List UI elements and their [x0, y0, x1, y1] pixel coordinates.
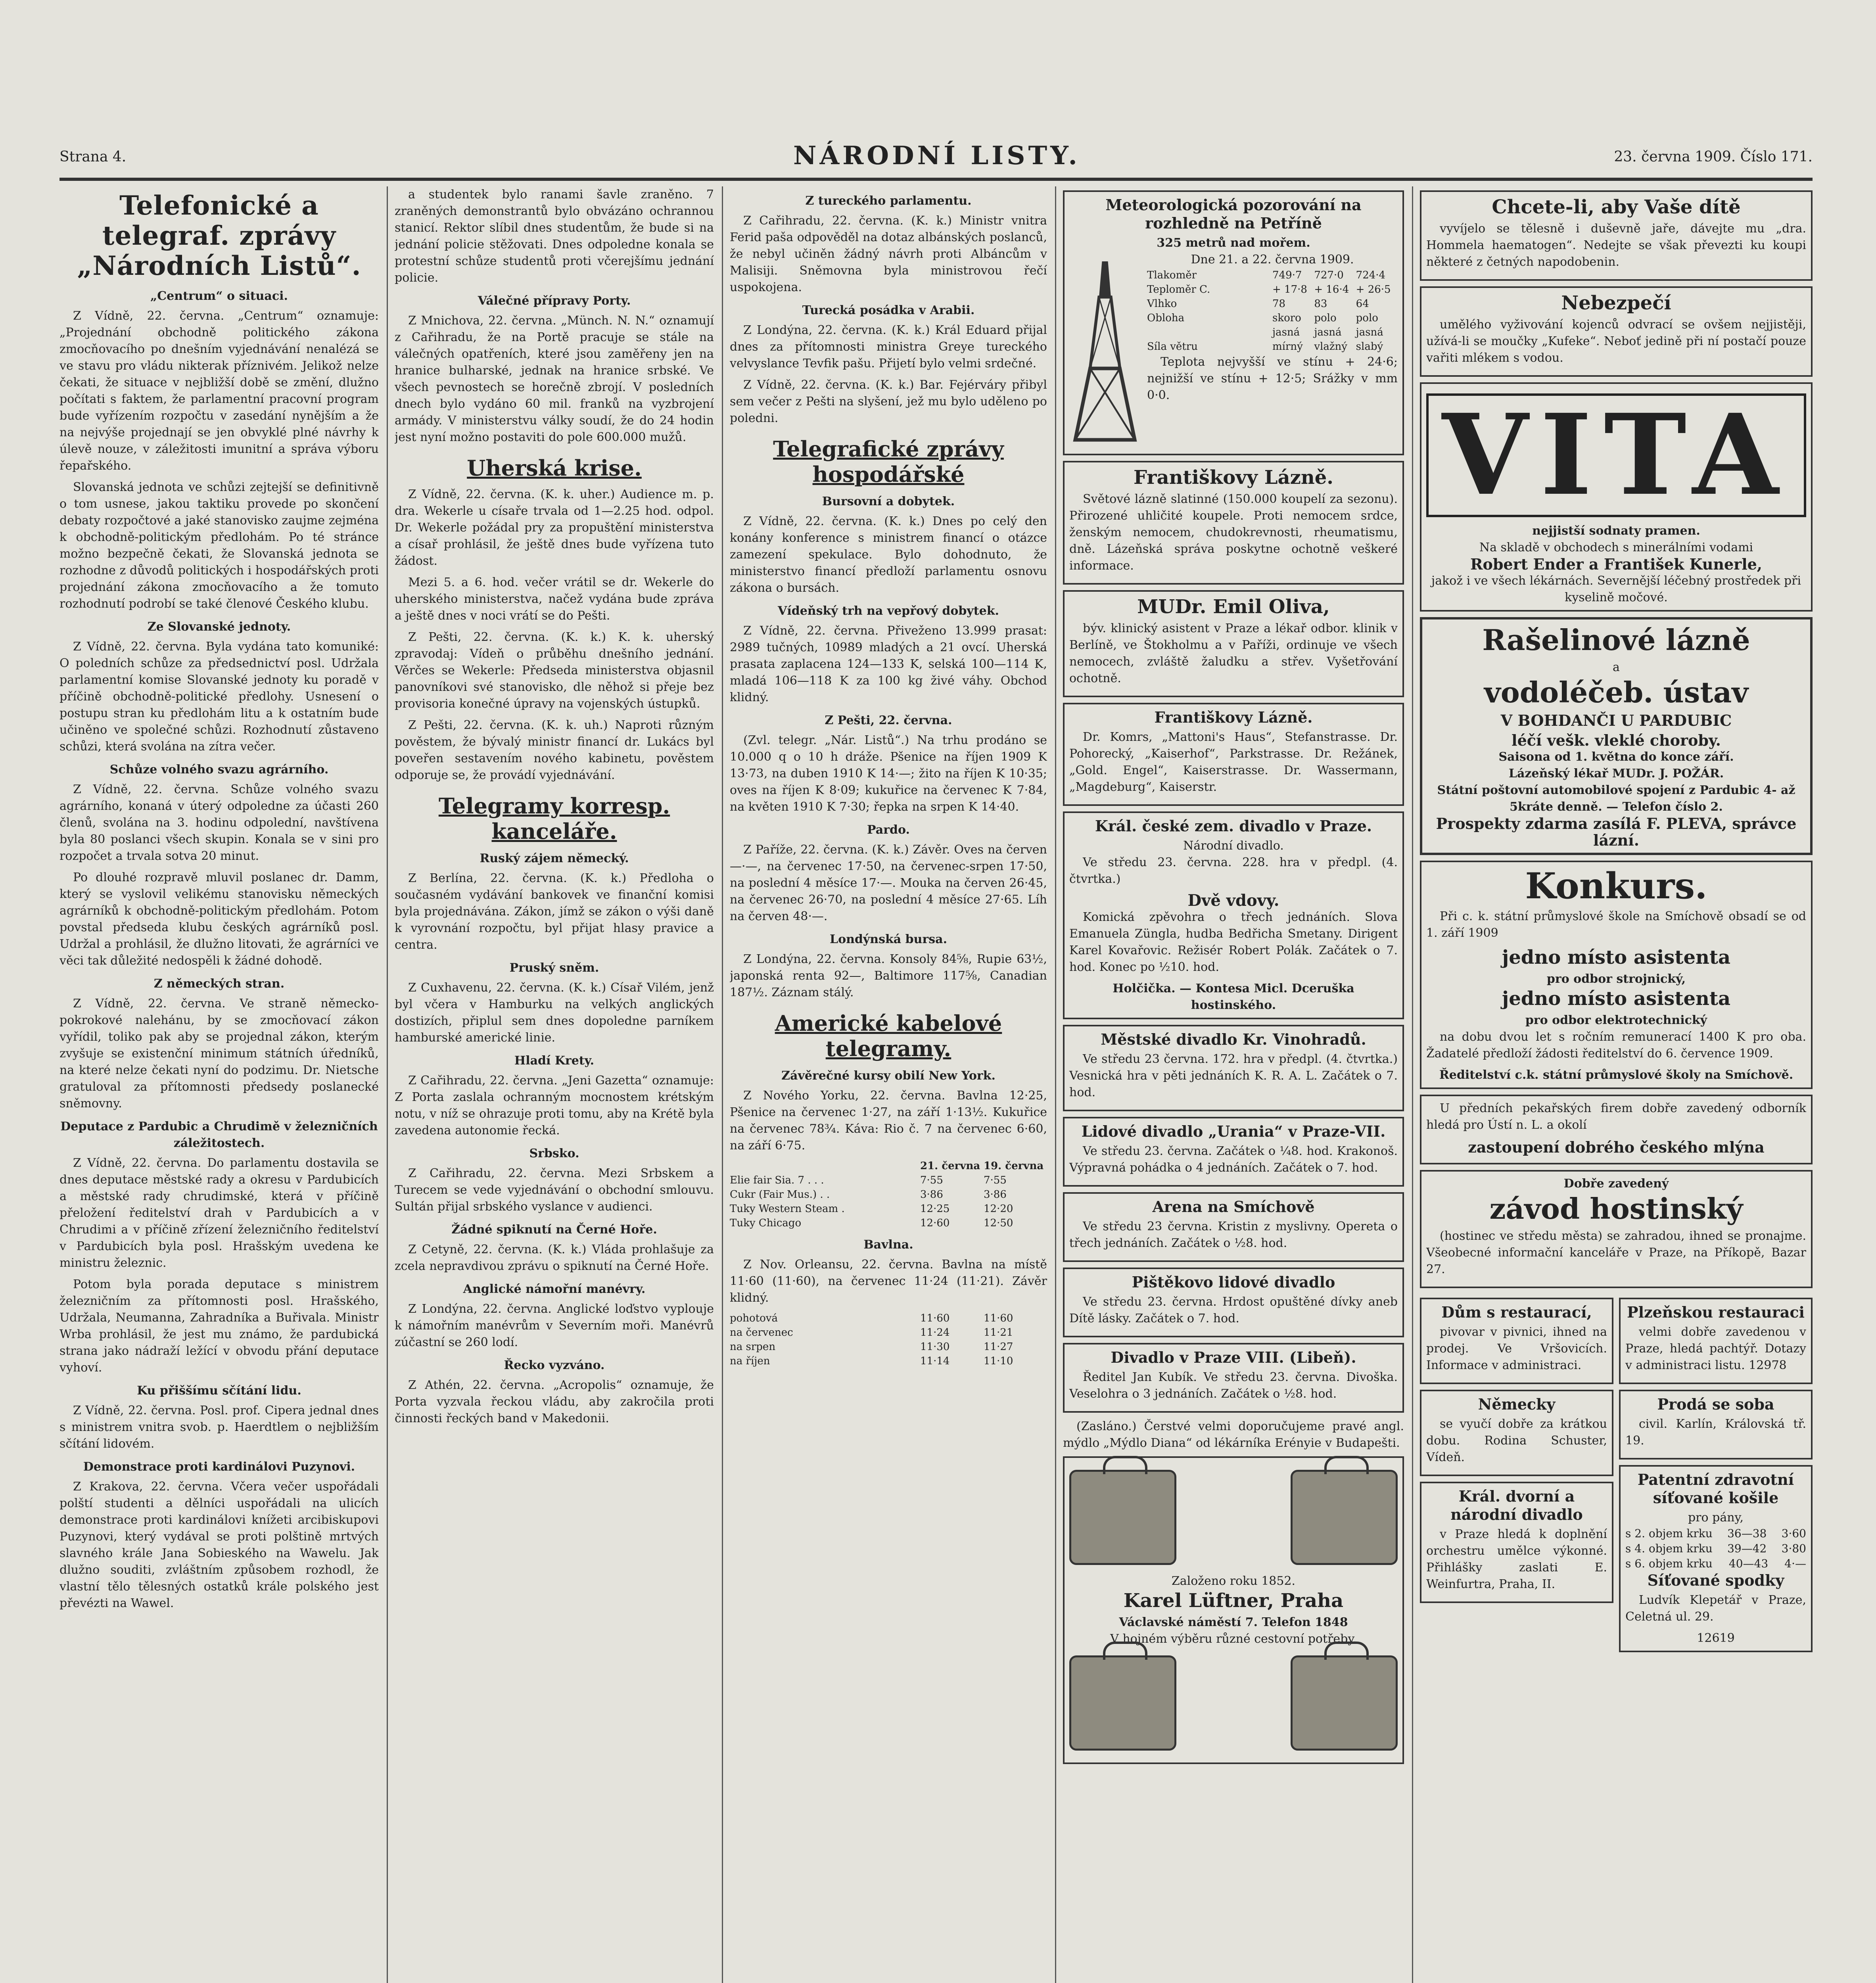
weather-notes: Teplota nejvyšší ve stínu + 24·6; nejnižší ve stínu + 12·5; Srážky v mm 0·0.	[1147, 355, 1398, 402]
ad-vita	[1420, 382, 1813, 612]
theatre-listing	[1063, 1268, 1404, 1337]
ad-title: Františkovy Lázně.	[1154, 708, 1313, 726]
article-title: Řecko vyzváno.	[504, 1358, 605, 1372]
section-heading: Uherská krise.	[467, 455, 642, 481]
ad-title: Konkurs.	[1525, 865, 1707, 907]
ad-title: Karel Lüftner, Praha	[1123, 1590, 1344, 1612]
zaslano-notice: (Zasláno.) Čerstvé velmi doporučujeme pravé angl. mýdlo „Mýdlo Diana“ od lékárníka Erényie v Budapešti.	[1063, 1419, 1404, 1450]
article-paragraph: Z Vídně, 22. června. Přiveženo 13.999 prasat: 2989 tučných, 10989 mladých a 21 ovcí. Uherská prasata zaplacena 124—133 K, selská 100—114 K, mladá 106—118 K za 100 kg živé váhy. Obchod klidný.	[730, 624, 1047, 704]
ad-season: Saisona od 1. května do konce září.	[1498, 750, 1734, 764]
column-5	[1420, 186, 1813, 1983]
theatre-listing	[1063, 1192, 1404, 1262]
weather-row: Síla větru mírný vlažný slabý	[1147, 341, 1383, 353]
ad-seller: Robert Ender a František Kunerle,	[1470, 555, 1763, 573]
ad-title: Král. dvorní a národní divadlo	[1450, 1487, 1583, 1523]
theatre-title: Král. české zem. divadlo v Praze.	[1095, 817, 1372, 835]
table-cell: 11·60	[984, 1312, 1013, 1324]
ad-text: U předních pekařských firem dobře zavedený odborník hledá pro Ústí n. L. a okolí	[1426, 1101, 1806, 1132]
article-paragraph: Z Vídně, 22. června. „Centrum“ oznamuje: „Projednání obchodně politického zákona zmocňovacího po dnešním vyjednávání nenalézá se ve stavu pro vládu nikterak příznivém. Jelikož nelze čekati, že situace v nejbližší době se změní, dlužno počítati s faktem, že parlamentní pracovní program bude vyřízením rozpočtu v zasedání nynějším a že na nejvýše projednají se jen obvyklé plné návrhy k úlevě nouze, v záležitosti imunitní a správa výboru řepařského.	[59, 309, 379, 473]
section-heading: Telegrafické zprávy hospodářské	[773, 436, 1004, 487]
table-header	[730, 1159, 1047, 1173]
ad-luftner	[1063, 1456, 1404, 1764]
article-title: Srbsko.	[529, 1147, 579, 1160]
ad-prospects: Prospekty zdarma zasílá F. PLEVA, správce lázní.	[1436, 815, 1797, 849]
article-title: Pardo.	[867, 823, 910, 837]
ad-konkurs	[1420, 861, 1813, 1089]
ad-plzen	[1619, 1298, 1813, 1384]
ad-text: Dr. Komrs, „Mattoni's Haus“, Stefanstrasse. Dr. Pohorecký, „Kaiserhof“, Parkstrasse. Dr. Režánek, „Gold. Engel“, Kaiserstrasse. Dr. Wassermann, „Magdeburg“, Kaiserstr.	[1069, 730, 1398, 794]
article-paragraph: Z Londýna, 22. června. Konsoly 84⅝, Rupie 63½, japonská renta 92—, Baltimore 117⅝, Canadian 187½. Záznam stálý.	[730, 952, 1047, 999]
article-paragraph: Z Vídně, 22. června. Byla vydána tato komuniké: O poledních schůze za předsednictví posl. Udržala parlamentní komise Slovanské jednoty ku poradě v příčině obchodně-politické předlohy. Usnesení o postupu stran ku předlohám litu a k ostatním bude učiněno ve společné schůzi. Rozhodnutí zůstaveno schůzi, která svolána na zítra večer.	[59, 640, 379, 754]
theatre-subtitle: Národní divadlo.	[1183, 839, 1284, 853]
theatre-detail: Komická zpěvohra o třech jednáních. Slova Emanuela Züngla, hudba Bedřicha Smetany. Dirigent Karel Kovařovic. Režisér Robert Polák. Začátek o 7. hod. Konec po ½10. hod.	[1069, 910, 1398, 974]
article-title: Ruský zájem německý.	[480, 852, 629, 865]
suitcase-icon	[1291, 1655, 1398, 1751]
article-paragraph: Slovanská jednota ve schůzi zejtejší se definitivně o tom usnese, jakou taktiku provede po skončení debaty rozpočtové a jaké stanovisko zaujme zejména k obchodně-politickým předlohám. Po té stránce možno bezpečně čekati, že Slovanská jednota se rozhodne z důvodů politických i hospodářských proti projednání zákona zmocňovacího a že tomuto rozhodnutí podrobí se také členové Českého klubu.	[59, 480, 379, 611]
price-row: s 6. objem krku 40—43 4·—	[1625, 1557, 1806, 1570]
ad-title: Plzeňskou restauraci	[1627, 1303, 1805, 1321]
table-row	[730, 1340, 1047, 1354]
table-cell: Cukr (Fair Mus.) . .	[730, 1189, 830, 1201]
article-title: Deputace z Pardubic a Chrudimě v železničních záležitostech.	[60, 1120, 378, 1150]
article-paragraph: Z Mnichova, 22. června. „Münch. N. N.“ oznamují z Cařihradu, že na Portě pracuje se stále na válečných opatřeních, které jsou zaměřeny jen na hranice bulharské, jednak na hranice srbské. Ve všech pevnostech se horečně zbrojí. V posledních dnech bylo vydáno 60 mil. franků na vyzbrojení armády. V ministerstvu války soudí, že do 24 hodin jest nyní možno postaviti do pole 600.000 mužů.	[395, 314, 714, 444]
column-rule	[1055, 186, 1056, 1983]
article-paragraph: Z Cetyně, 22. června. (K. k.) Vláda prohlašuje za zcela nepravdivou zprávu o spiknutí na Černé Hoře.	[395, 1243, 714, 1273]
ad-mudr-oliva	[1063, 590, 1404, 697]
theatre-title: Arena na Smíchově	[1152, 1198, 1315, 1216]
table-cell: 3·86	[920, 1189, 943, 1201]
weather-row: Obloha skoro jasná polo jasná polo jasná	[1147, 312, 1383, 338]
article-title: „Centrum“ o situaci.	[150, 289, 288, 303]
column-3	[730, 186, 1047, 1983]
ad-title: Německy	[1478, 1395, 1556, 1413]
table-cell: 11·27	[984, 1341, 1013, 1353]
table-row	[730, 1173, 1047, 1187]
article-paragraph: Z Vídně, 22. června. Schůze volného svazu agrárního, konaná v úterý odpoledne za účasti 260 členů, svolána na 3. hodinu odpolední, navštívena byla 80 poslanci všech skupin. Konala se v sini pro rozpočet a trvala sotva 20 minut.	[59, 782, 379, 863]
table-row	[730, 1216, 1047, 1230]
theatre-title: Pištěkovo lidové divadlo	[1132, 1273, 1335, 1291]
petrin-tower-icon	[1069, 251, 1141, 450]
table-cell: na srpen	[730, 1341, 776, 1353]
ad-text: vyvíjelo se tělesně i duševně jaře, dávejte mu „dra. Hommela haematogen“. Nedejte se však převezti ku koupi některé z četných napodobenin.	[1426, 222, 1806, 269]
theatre-title: Lidové divadlo „Urania“ v Praze-VII.	[1081, 1122, 1386, 1140]
article-paragraph: Z Krakova, 22. června. Včera večer uspořádali polští studenti a dělníci uspořádali na ulicích demonstrace proti kardinálovi knížeti arcibiskupovi Puzynovi, který vydával se proti polštině mrtvých slavného krále Jana Sobieského na Wawelu. Jak dlužno souditi, zvláštním způsobem rozhodl, že vlastní tělo tělesných ostatků krále polského jest převézti na Wawel.	[59, 1480, 379, 1610]
table-cell: Tuky Western Steam .	[730, 1203, 845, 1215]
ad-kosile	[1619, 1465, 1813, 1652]
ad-text: Ludvík Klepetář v Praze, Celetná ul. 29.	[1625, 1593, 1806, 1624]
ad-frantiskovy-lazne	[1063, 461, 1404, 585]
article-paragraph: a studentek bylo ranami šavle zraněno. 7 zraněných demonstrantů bylo obvázáno ochrannou stanicí. Rektor slíbil dnes studentům, že bude si na jednání policie stěžovati. Dnes odpoledne konala se protestní schůze studentů proti včerejšímu jednání policie.	[395, 188, 714, 285]
ad-address: Václavské náměstí 7. Telefon 1848	[1119, 1615, 1348, 1629]
table-header-cell: 21. června	[920, 1160, 980, 1172]
theatre-text: Ve středu 23. června. 228. hra v předpl. (4. čtvrtka.)	[1069, 855, 1398, 886]
ad-title: Nebezpečí	[1561, 292, 1671, 314]
suitcase-icon	[1291, 1470, 1398, 1565]
ad-bohdanec-spa	[1420, 617, 1813, 855]
headline: Telefonické a telegraf. zprávy „Národních Listů“.	[77, 190, 361, 281]
table-cell: na červenec	[730, 1327, 793, 1339]
ad-hostinsky	[1420, 1170, 1813, 1288]
table-cell: pohotová	[730, 1312, 778, 1324]
table-cell: 7·55	[920, 1174, 943, 1186]
weather-box	[1063, 190, 1404, 455]
luggage-illustration	[1069, 1470, 1398, 1565]
luggage-illustration	[1069, 1655, 1398, 1751]
ad-lazne-lekari	[1063, 703, 1404, 806]
section-heading: Telegramy korresp. kanceláře.	[438, 793, 670, 844]
ad-text: léčí vešk. vleklé choroby.	[1512, 731, 1721, 749]
ad-soba	[1619, 1390, 1813, 1459]
article-paragraph: Z Londýna, 22. června. Anglické loďstvo vyplouje k námořním manévrům v Severním moři. Manévrů zúčastní se 260 lodí.	[395, 1302, 714, 1349]
page-number: Strana 4.	[59, 149, 127, 165]
table-cell: 11·21	[984, 1327, 1013, 1339]
article-title: Ze Slovanské jednoty.	[147, 620, 291, 634]
article-title: Hladí Krety.	[514, 1054, 595, 1068]
article-paragraph: Z Nov. Orleansu, 22. června. Bavlna na místě 11·60 (11·60), na červenec 11·24 (11·21). Závěr klidný.	[730, 1258, 1047, 1305]
article-title: Demonstrace proti kardinálovi Puzynovi.	[83, 1460, 355, 1474]
ad-position-dept: pro odbor elektrotechnický	[1525, 1013, 1707, 1027]
ad-kral-divadlo	[1420, 1482, 1613, 1603]
ad-subtitle: pro pány,	[1688, 1511, 1744, 1525]
page-header	[59, 141, 1813, 176]
table-cell: 11·10	[984, 1355, 1013, 1367]
article-paragraph: Z Vídně, 22. června. (K. k.) Bar. Fejérváry přibyl sem večer z Pešti na slyšení, jež mu bylo uděleno po poledni.	[730, 378, 1047, 425]
weather-row: Vlhko 78 83 64	[1147, 298, 1369, 310]
table-cell: Tuky Chicago	[730, 1217, 802, 1229]
ad-text: (hostinec ve středu města) se zahradou, ihned se pronajme. Všeobecné informační kanceláře v Praze, na Příkopě, Bazar 27.	[1426, 1229, 1806, 1276]
article-title: Bursovní a dobytek.	[822, 495, 955, 508]
theatre-text: Ve středu 23. června. Hrdost opuštěné dívky aneb Dítě lásky. Začátek o 7. hod.	[1069, 1295, 1398, 1325]
article-paragraph: Z Berlína, 22. června. (K. k.) Předloha o současném vydávání bankovek ve finanční komisi byla projednávána. Zákon, jímž se zákon o výši daně k vyrovnání rozpočtu, byl přijat hlasy pravice a centra.	[395, 871, 714, 952]
article-title: Žádné spiknutí na Černé Hoře.	[451, 1223, 657, 1237]
ad-text: se vyučí dobře za krátkou dobu. Rodina Schuster, Vídeň.	[1426, 1417, 1607, 1464]
ad-title: Patentní zdravotní síťované košile	[1637, 1471, 1794, 1507]
ad-text: umělého vyživování kojenců odvrací se ovšem nejjistěji, užívá-li se moučky „Kufeke“. Neboť jedině při ní postačí pouze vařiti mlékem s vodou.	[1426, 318, 1806, 365]
ad-text: V hojném výběru různé cestovní potřeby.	[1110, 1632, 1357, 1646]
article-title: Z německých stran.	[153, 977, 285, 991]
price-row: s 2. objem krku 36—38 3·60	[1625, 1527, 1806, 1540]
ad-text: na dobu dvou let s ročním remunerací 1400 K pro oba. Žadatelé předloží žádosti ředitelství do 6. července 1909.	[1426, 1030, 1806, 1061]
article-title: Závěrečné kursy obilí New York.	[781, 1069, 996, 1083]
column-4	[1063, 186, 1404, 1983]
date-issue: 23. června 1909. Číslo 171.	[1614, 149, 1813, 165]
table-row	[730, 1187, 1047, 1202]
ad-text: v Praze hledá k doplnění orchestru umělce výkonné. Přihlášky zaslati E. Weinfurtra, Praha, II.	[1426, 1527, 1607, 1591]
weather-date: Dne 21. a 22. června 1909.	[1191, 253, 1354, 267]
column-2	[395, 186, 714, 1983]
section-heading: Americké kabelové telegramy.	[775, 1011, 1002, 1061]
theatre-text: Ředitel Jan Kubík. Ve středu 23. června. Divoška. Veselohra o 3 jednáních. Začátek o ½8. hod.	[1069, 1370, 1398, 1401]
table-cell: 11·14	[920, 1355, 950, 1367]
article-title: Bavlna.	[863, 1238, 913, 1252]
article-title: Vídeňský trh na vepřový dobytek.	[778, 604, 999, 618]
article-title: Anglické námořní manévry.	[463, 1282, 646, 1296]
column-rule	[387, 186, 388, 1983]
article-paragraph: Z Cařihradu, 22. června. Mezi Srbskem a Turecem se vede vyjednávání o obchodní smlouvu. Sultán přijal srbského vyslance v audienci.	[395, 1166, 714, 1214]
ad-place: V BOHDANČI U PARDUBIC	[1500, 712, 1732, 729]
weather-row: Teploměr C. + 17·8 + 16·4 + 26·5	[1147, 284, 1391, 295]
ad-position: jedno místo asistenta	[1502, 946, 1731, 968]
ad-connector: a	[1613, 660, 1620, 674]
ad-mlyn	[1420, 1095, 1813, 1164]
table-cell: 12·60	[920, 1217, 950, 1229]
article-paragraph: Z Cařihradu, 22. června. „Jeni Gazetta“ oznamuje: Z Porta zaslala ochranným mocnostem krétským notu, v níž se ohrazuje proti tomu, aby na Krétě byla zavedena autonomie řecká.	[395, 1074, 714, 1137]
table-row	[730, 1202, 1047, 1216]
article-paragraph: Z Londýna, 22. června. (K. k.) Král Eduard přijal dnes za přítomnosti ministra Greye tureckého velvyslance Tevfik pašu. Přijetí bylo velmi srdečné.	[730, 323, 1047, 370]
suitcase-icon	[1069, 1655, 1176, 1751]
article-title: Schůze volného svazu agrárního.	[109, 763, 329, 777]
article-title: Válečné přípravy Porty.	[478, 294, 631, 308]
article-title: Pruský sněm.	[509, 961, 599, 975]
ad-title: Prodá se soba	[1657, 1395, 1774, 1413]
article-paragraph: Po dlouhé rozpravě mluvil poslanec dr. Damm, který se vyslovil velikému stanovisku německých agrárníků k obchodně-politickým předlohám. Potom povstal předseda klubu českých agrárníků posl. Udržal a prohlásil, že dlužno litovati, že agrárníci ve věci tak důležité nedospěli k žádné dohodě.	[59, 871, 379, 968]
table-cell: 11·24	[920, 1327, 950, 1339]
ad-position: jedno místo asistenta	[1502, 988, 1731, 1010]
article-paragraph: Z Athén, 22. června. „Acropolis“ oznamuje, že Porta vyzvala řeckou vládu, aby zakročila proti činnosti řeckých band v Makedonii.	[395, 1378, 714, 1425]
theatre-text: Ve středu 23 června. 172. hra v předpl. (4. čtvrtka.) Vesnická hra v pěti jednáních K. R. A. L. Začátek o 7. hod.	[1069, 1052, 1398, 1099]
theatre-play: Dvě vdovy.	[1187, 891, 1279, 910]
article-paragraph: Z Cařihradu, 22. června. (K. k.) Ministr vnitra Ferid paša odpověděl na dotaz albánských poslanců, že nebyl učiněn žádný návrh proti Albáncům v Malisiji. Sněmovna byla ministrovou řečí uspokojena.	[730, 214, 1047, 294]
article-paragraph: Z Pešti, 22. června. (K. k. uh.) Naproti různým pověstem, že bývalý ministr financí dr. Lukács byl poveřen sestavením nového kabinetu, pověstem odporuje se, že provádí vyjednávání.	[395, 718, 714, 782]
column-1	[59, 186, 379, 1983]
ad-post: Státní poštovní automobilové spojení z Pardubic 4- až 5kráte denně. — Telefon číslo 2.	[1437, 783, 1795, 814]
article-paragraph: Potom byla porada deputace s ministrem železničním za přítomnosti posl. Hrašského, Udržala, Neumanna, Zahradníka a Buřivala. Ministr Wrba prohlásil, že jest mu známo, že pardubická strana jako nádraží ležící v obvodu přání deputace vyhoví.	[59, 1277, 379, 1375]
ad-signature: Ředitelství c.k. státní průmyslové školy na Smíchově.	[1439, 1068, 1794, 1082]
table-cell: 11·30	[920, 1341, 950, 1353]
table-cell: Elie fair Sia. 7 . . .	[730, 1174, 824, 1186]
column-rule	[1412, 186, 1413, 1983]
suitcase-icon	[1069, 1470, 1176, 1565]
ad-text: jakož i ve všech lékárnách. Severnější léčebný prostředek při kyselině močové.	[1431, 574, 1801, 604]
article-title: Ku přiššímu sčítání lidu.	[137, 1384, 301, 1398]
ad-title: MUDr. Emil Oliva,	[1137, 596, 1330, 618]
theatre-play: Holčička. — Kontesa Micl. Dceruška hostinského.	[1113, 982, 1354, 1012]
article-paragraph: Z Nového Yorku, 22. června. Bavlna 12·25, Pšenice na červenec 1·27, na září 1·13½. Kukuřice na červenec 78¾. Káva: Rio č. 7 na červenec 6·60, na září 6·75.	[730, 1089, 1047, 1153]
ad-kufeke	[1420, 286, 1813, 377]
article-paragraph: Z Paříže, 22. června. (K. k.) Závěr. Oves na červen —·—, na červenec 17·50, na červenec-srpen 17·50, na poslední 4 měsíce 17·—. Mouka na červen 26·45, na červenec 26·70, na poslední 4 měsíce 27·65. Líh na červen 48·—.	[730, 843, 1047, 923]
vita-logo: VITA	[1426, 393, 1806, 517]
theatre-listing	[1063, 811, 1404, 1019]
ad-subtitle: Dobře zavedený	[1563, 1177, 1669, 1191]
article-title: Londýnská bursa.	[829, 932, 948, 946]
table-cell: na říjen	[730, 1355, 770, 1367]
table-row	[730, 1311, 1047, 1325]
ad-title: Chcete-li, aby Vaše dítě	[1492, 196, 1741, 218]
ad-text: pivovar v pivnici, ihned na prodej. Ve Vršovicích. Informace v administraci.	[1426, 1325, 1607, 1372]
vita-tagline: nejjistší sodnaty pramen.	[1532, 524, 1700, 538]
table-cell: 12·50	[984, 1217, 1013, 1229]
ad-text: civil. Karlín, Královská tř. 19.	[1625, 1417, 1806, 1448]
article-paragraph: Z Vídně, 22. června. Posl. prof. Cipera jednal dnes s ministrem vnitra svob. p. Haerdtlem o nejbližším sčítání lidovém.	[59, 1404, 379, 1451]
ad-title: Františkovy Lázně.	[1134, 466, 1333, 489]
ad-dum	[1420, 1298, 1613, 1384]
article-paragraph: Z Vídně, 22. června. Ve straně německo-pokrokové nalehánu, by se zmocňovací zákon vyřídil, toliko pak aby se projednal zákon, kterým zvyšuje se existenční minimum státních úředníků, na které nelze čekati nyní do podzimu. Dr. Nietsche gratuloval za přítomnosti předsedy poslanecké sněmovny.	[59, 997, 379, 1110]
ad-text: Světové lázně slatinné (150.000 koupelí za sezonu). Přirozené uhličité koupele. Proti nemocem srdce, ženským nemocem, chudokrevnosti, rheumatismu, dně. Lázeňská správa poskytne ochotně veškeré informace.	[1069, 492, 1398, 573]
table-header-cell	[730, 1159, 920, 1173]
ad-doctor: Lázeňský lékař MUDr. J. POŽÁR.	[1508, 767, 1724, 781]
ad-title: vodoléčeb. ústav	[1484, 675, 1749, 709]
theatre-title: Městské divadlo Kr. Vinohradů.	[1101, 1030, 1366, 1048]
article-paragraph: Z Vídně, 22. června. Do parlamentu dostavila se dnes deputace městské rady a okresu v Pardubicích a městské rady chrudimské, která v příčině přeložení ředitelství drah v Pardubicích a v Chrudimi a v příčině zřízení železničního ředitelství v Pardubicích byla posl. Hrašským uvedena ke ministru železnic.	[59, 1156, 379, 1270]
theatre-text: Ve středu 23. června. Začátek o ¼8. hod. Krakonoš. Výpravná pohádka o 4 jednáních. Začátek o 7. hod.	[1069, 1144, 1398, 1175]
table-cell: 11·60	[920, 1312, 950, 1324]
theatre-listing	[1063, 1025, 1404, 1111]
table-row	[730, 1325, 1047, 1340]
article-title: Z tureckého parlamentu.	[805, 194, 972, 208]
ad-title: závod hostinský	[1489, 1192, 1743, 1225]
price-row: s 4. objem krku 39—42 3·80	[1625, 1542, 1806, 1555]
weather-row: Tlakoměr 749·7 727·0 724·4	[1147, 269, 1386, 281]
article-paragraph: Z Vídně, 22. června. (K. k.) Dnes po celý den konány konference s ministrem financí o otázce zamezení spekulace. Bylo dohodnuto, že ministerstvo financí předloží parlamentu osnovu zákona o bursách.	[730, 514, 1047, 595]
article-paragraph: (Zvl. telegr. „Nár. Listů“.) Na trhu prodáno se 10.000 q o 10 h dráže. Pšenice na říjen 1909 K 13·73, na duben 1910 K 14·—; žito na říjen K 10·35; oves na říjen K 8·09; kukuřice na červenec K 7·84, na květen 1910 K 7·30; řepka na srpen K 14·40.	[730, 733, 1047, 814]
weather-title: Meteorologická pozorování na rozhledně na Petříně	[1105, 196, 1362, 232]
table-cell: 12·25	[920, 1203, 950, 1215]
article-title: Z Pešti, 22. června.	[825, 713, 952, 727]
article-paragraph: Mezi 5. a 6. hod. večer vrátil se dr. Wekerle do uherského ministerstva, načež vydána bude zpráva a ještě dnes v noci vrátí se do Pešti.	[395, 575, 714, 623]
ad-text: Při c. k. státní průmyslové škole na Smíchově obsadí se od 1. září 1909	[1426, 909, 1806, 940]
table-cell: 3·86	[984, 1189, 1007, 1201]
ad-text: Na skladě v obchodech s minerálními vodami	[1479, 541, 1753, 554]
column-rule	[722, 186, 723, 1983]
ad-title: Rašelinové lázně	[1482, 623, 1750, 657]
article-paragraph: Z Vídně, 22. června. (K. k. uher.) Audience m. p. dra. Wekerle u císaře trvala od 1—2.25 hod. odpol. Dr. Wekerle požádal pry za propuštění ministerstva a císař prohlásil, že ještě dnes bude vyřízena tuto žádost.	[395, 487, 714, 568]
masthead: NÁRODNÍ LISTY.	[793, 141, 1080, 171]
article-paragraph: Z Pešti, 22. června. (K. k.) K. k. uherský zpravodaj: Vídeň o průběhu dnešního jednání. Věrčes se Wekerle: Předseda ministerstva objasnil panovníkovi své stanovisko, dle něhož si přeje bez provisoria konečné úpravy na vojenských ústupků.	[395, 630, 714, 711]
ad-title: zastoupení dobrého českého mlýna	[1468, 1138, 1765, 1156]
ad-nemecky	[1420, 1390, 1613, 1476]
table-cell: 12·20	[984, 1203, 1013, 1215]
ad-position-dept: pro odbor strojnický,	[1546, 972, 1686, 986]
table-header-cell: 19. června	[984, 1160, 1044, 1172]
ad-haematogen	[1420, 190, 1813, 281]
theatre-title: Divadlo v Praze VIII. (Libeň).	[1111, 1348, 1356, 1366]
table-row	[730, 1354, 1047, 1368]
article-paragraph: Z Cuxhavenu, 22. června. (K. k.) Císař Vilém, jenž byl včera v Hamburku na velkých anglických dostizích, připlul sem dnes dopoledne parníkem hamburské americké linie.	[395, 981, 714, 1045]
header-rule	[59, 178, 1813, 181]
ad-text: velmi dobře zavedenou v Praze, hledá pachtýř. Dotazy v administraci listu. 12978	[1625, 1325, 1806, 1372]
article-title: Turecká posádka v Arabii.	[802, 303, 975, 317]
ad-founded: Založeno roku 1852.	[1171, 1574, 1296, 1588]
theatre-listing	[1063, 1117, 1404, 1187]
ad-title: Dům s restaurací,	[1441, 1303, 1592, 1321]
theatre-listing	[1063, 1343, 1404, 1413]
ad-number: 12619	[1697, 1631, 1735, 1645]
weather-subtitle: 325 metrů nad mořem.	[1157, 236, 1310, 250]
theatre-text: Ve středu 23 června. Kristin z myslivny. Opereta o třech jednáních. Začátek o ½8. hod.	[1069, 1220, 1398, 1250]
table-cell: 7·55	[984, 1174, 1007, 1186]
ad-text: býv. klinický asistent v Praze a lékař odbor. klinik v Berlíně, ve Štokholmu a v Paříži, ordinuje ve všech nemocech, zvláště žaludku a střev. Vyšetřování ochotně.	[1069, 621, 1398, 685]
ad-title: Síťované spodky	[1647, 1571, 1784, 1589]
